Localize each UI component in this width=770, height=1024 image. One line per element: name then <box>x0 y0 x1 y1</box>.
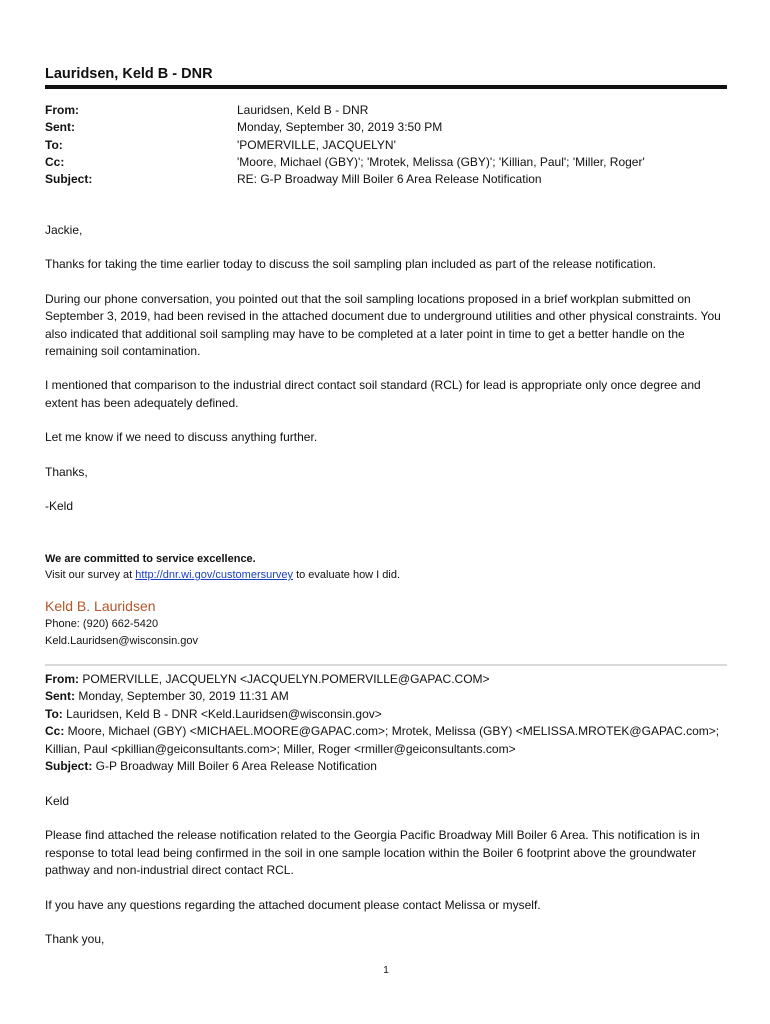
quoted-cc-label: Cc: <box>45 724 65 739</box>
survey-suffix: to evaluate how I did. <box>293 569 401 581</box>
body-paragraph-4: Let me know if we need to discuss anything further. <box>45 430 318 445</box>
quoted-sent-row <box>45 688 727 705</box>
commitment-line: We are committed to service excellence. <box>45 553 256 565</box>
quoted-message-header <box>45 671 727 775</box>
subject-value: RE: G-P Broadway Mill Boiler 6 Area Release Notification <box>237 172 542 187</box>
quoted-greeting: Keld <box>45 794 70 808</box>
quoted-sent-value: Monday, September 30, 2019 11:31 AM <box>75 689 289 704</box>
quoted-subject-label: Subject: <box>45 759 93 774</box>
quoted-closing: Thank you, <box>45 932 105 947</box>
quoted-sent-label: Sent: <box>45 689 75 704</box>
quoted-to-row <box>45 706 727 723</box>
signature-email: Keld.Lauridsen@wisconsin.gov <box>45 634 199 647</box>
greeting: Jackie, <box>45 223 83 237</box>
quoted-to-label: To: <box>45 706 63 721</box>
body-paragraph-3: I mentioned that comparison to the industrial direct contact soil standard (RCL) for lead is appropriate only once degree and extent has been adequately defined. <box>45 378 701 410</box>
quoted-cc-value-2: Killian, Paul <pkillian@geiconsultants.com>; Miller, Roger <rmiller@geiconsultants.com> <box>45 741 516 756</box>
subject-label: Subject: <box>45 172 93 187</box>
quoted-message-divider <box>45 664 727 666</box>
signature-phone: Phone: (920) 662-5420 <box>45 618 159 630</box>
quoted-to-value: Lauridsen, Keld B - DNR <Keld.Lauridsen@wisconsin.gov> <box>62 706 382 721</box>
header-to-row <box>45 137 727 154</box>
quoted-paragraph-1: Please find attached the release notification related to the Georgia Pacific Broadway Mill Boiler 6 Area. This notification is in response to total lead being confirmed in the soil in one sample location within the Boiler 6 footprint above the groundwater pathway and non-industrial direct contact RCL. <box>45 828 700 878</box>
survey-link[interactable]: http://dnr.wi.gov/customersurvey <box>135 569 294 581</box>
to-value: 'POMERVILLE, JACQUELYN' <box>237 137 396 152</box>
from-value: Lauridsen, Keld B - DNR <box>237 103 369 117</box>
email-header <box>45 102 727 188</box>
sent-label: Sent: <box>45 120 75 135</box>
header-cc-row <box>45 154 727 171</box>
header-sent-row <box>45 119 727 136</box>
page-number: 1 <box>383 965 389 976</box>
email-body <box>45 222 727 532</box>
survey-line <box>45 567 727 583</box>
survey-prefix: Visit our survey at <box>45 569 136 581</box>
service-note <box>45 551 727 583</box>
quoted-cc-row <box>45 723 727 740</box>
to-label: To: <box>45 137 63 152</box>
quoted-from-row <box>45 671 727 688</box>
body-paragraph-2: During our phone conversation, you pointed out that the soil sampling locations proposed in a brief workplan submitted on September 3, 2019, had been revised in the attached document due to underground utilities and other physical constraints. You also indicated that additional soil sampling may have to be completed at a later point in time to get a better handle on the remaining soil contamination. <box>45 291 721 359</box>
signature-name: Keld B. Lauridsen <box>45 598 156 614</box>
quoted-subject-value: G-P Broadway Mill Boiler 6 Area Release Notification <box>92 759 377 774</box>
sent-value: Monday, September 30, 2019 3:50 PM <box>237 120 443 135</box>
signoff-line: -Keld <box>45 499 74 514</box>
thanks-line: Thanks, <box>45 464 88 479</box>
quoted-message-body <box>45 793 727 965</box>
quoted-paragraph-2: If you have any questions regarding the attached document please contact Melissa or myself. <box>45 897 541 912</box>
signature-contact <box>45 616 198 649</box>
sender-title: Lauridsen, Keld B - DNR <box>45 66 213 82</box>
quoted-from-label: From: <box>45 672 79 686</box>
header-subject-row <box>45 171 727 188</box>
cc-value: 'Moore, Michael (GBY)'; 'Mrotek, Melissa (GBY)'; 'Killian, Paul'; 'Miller, Roger' <box>237 154 645 169</box>
header-from-row <box>45 102 727 119</box>
quoted-cc-row-2 <box>45 741 727 758</box>
quoted-cc-value-1: Moore, Michael (GBY) <MICHAEL.MOORE@GAPAC.com>; Mrotek, Melissa (GBY) <MELISSA.MROTEK@GAPAC.com>; <box>64 724 720 739</box>
quoted-subject-row <box>45 758 727 775</box>
cc-label: Cc: <box>45 154 65 169</box>
quoted-from-value: POMERVILLE, JACQUELYN <JACQUELYN.POMERVILLE@GAPAC.COM> <box>79 672 490 686</box>
body-paragraph-1: Thanks for taking the time earlier today to discuss the soil sampling plan included as part of the release notification. <box>45 257 656 272</box>
from-label: From: <box>45 103 79 117</box>
title-divider <box>45 85 727 89</box>
